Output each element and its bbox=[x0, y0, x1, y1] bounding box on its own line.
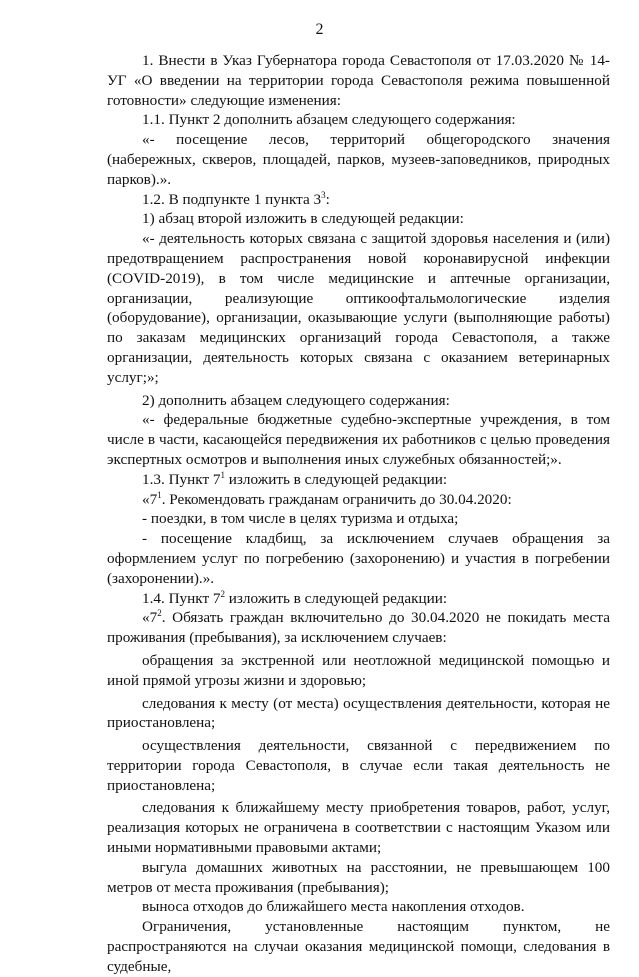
paragraph-1-2-text: 1.2. В подпункте 1 пункта 3 bbox=[142, 190, 322, 208]
paragraph-1-3-tail: изложить в следующей редакции: bbox=[224, 470, 448, 488]
paragraph-7-1-tail: . Рекомендовать гражданам ограничить до 30.04.2020: bbox=[161, 490, 512, 508]
document-body bbox=[107, 51, 610, 977]
paragraph-7-2-tail: . Обязать граждан включительно до 30.04.2020 не покидать места проживания (пребывания), за исключением случаев: bbox=[107, 609, 610, 647]
superscript: 3 bbox=[321, 189, 326, 200]
superscript: 2 bbox=[220, 588, 225, 599]
paragraph-1-2 bbox=[107, 190, 610, 210]
paragraph-work-travel: следования к месту (от места) осуществления деятельности, которая не приостановлена; bbox=[107, 694, 610, 732]
paragraph-forests: «- посещение лесов, территорий общегородского значения (набережных, скверов, площадей, парков, музеев-заповедников, природных парков).». bbox=[107, 131, 610, 188]
paragraph-1-4-text: 1.4. Пункт 7 bbox=[142, 589, 221, 607]
paragraph-1-4 bbox=[107, 589, 610, 609]
paragraph-1-3-text: 1.3. Пункт 7 bbox=[142, 470, 221, 488]
paragraph-subitem-2: 2) дополнить абзацем следующего содержания: bbox=[142, 391, 450, 409]
paragraph-1-3 bbox=[107, 470, 610, 490]
page-number: 2 bbox=[315, 21, 324, 38]
paragraph-trips: - поездки, в том числе в целях туризма и отдыха; bbox=[142, 510, 459, 528]
paragraph-waste: выноса отходов до ближайшего места накопления отходов. bbox=[142, 898, 525, 916]
paragraph-cemeteries: - посещение кладбищ, за исключением случаев обращения за оформлением услуг по погребению (захоронению) и участия в погребении (захоронении).». bbox=[107, 530, 610, 587]
paragraph-1-2-tail: : bbox=[325, 190, 330, 208]
paragraph-health-orgs: «- деятельность которых связана с защитой здоровья населения и (или) предотвращением распространения новой коронавирусной инфекции (COVID-2019), в том числе медицинские и аптечные организации, организации, реализующие оптикоофтальмологические изделия (оборудование), организации, оказывающие услуги (выполняющие работы) по заказам медицинских организаций города Севастополя, а также организации, деятельность которых связана с оказанием ветеринарных услуг;»; bbox=[107, 230, 610, 386]
paragraph-amend-intro: 1. Внести в Указ Губернатора города Севастополя от 17.03.2020 № 14-УГ «О введении на территории города Севастополя режима повышенной готовности» следующие изменения: bbox=[107, 52, 610, 109]
paragraph-7-1 bbox=[107, 490, 610, 510]
paragraph-7-2-text: «7 bbox=[142, 609, 158, 627]
paragraph-pets: выгула домашних животных на расстоянии, не превышающем 100 метров от места проживания (пребывания); bbox=[107, 858, 610, 896]
paragraph-subitem-1: 1) абзац второй изложить в следующей редакции: bbox=[142, 210, 464, 228]
superscript: 2 bbox=[157, 608, 162, 619]
paragraph-7-2 bbox=[107, 608, 610, 648]
superscript: 1 bbox=[157, 489, 162, 500]
paragraph-restrictions: Ограничения, установленные настоящим пунктом, не распространяются на случаи оказания медицинской помощи, следования в судебные, bbox=[107, 918, 610, 975]
paragraph-shopping: следования к ближайшему месту приобретения товаров, работ, услуг, реализация которых не ограничена в соответствии с настоящим Указом или иными нормативными правовыми актами; bbox=[107, 799, 610, 857]
paragraph-forensic: «- федеральные бюджетные судебно-экспертные учреждения, в том числе в части, касающейся передвижения их работников с целью проведения экспертных осмотров и выполнения иных служебных обязанностей;». bbox=[107, 411, 610, 468]
paragraph-movement-activity: осуществления деятельности, связанной с передвижением по территории города Севастополя, в случае если такая деятельность не приостановлена; bbox=[107, 737, 610, 794]
superscript: 1 bbox=[220, 469, 225, 480]
paragraph-1-1: 1.1. Пункт 2 дополнить абзацем следующего содержания: bbox=[142, 111, 516, 129]
paragraph-medical-help: обращения за экстренной или неотложной медицинской помощью и иной прямой угрозы жизни и здоровью; bbox=[107, 651, 610, 689]
paragraph-1-4-tail: изложить в следующей редакции: bbox=[224, 589, 448, 607]
paragraph-7-1-text: «7 bbox=[142, 490, 158, 508]
